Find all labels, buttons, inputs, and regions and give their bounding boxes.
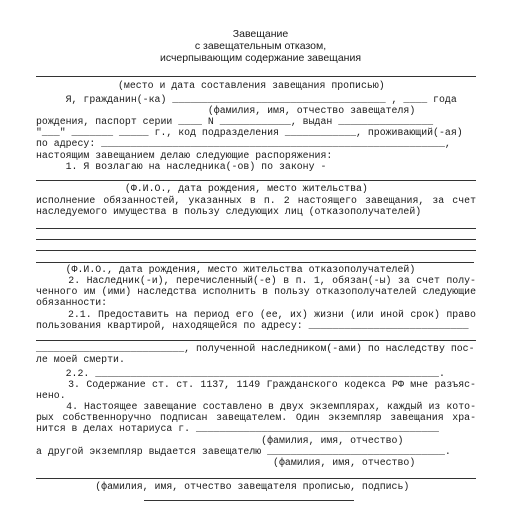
notary-signature-blank[interactable] xyxy=(144,500,354,501)
clause-2-text-a: 2. Наследник(-и), перечисленный(-е) в п. 1, обязан(-ы) за счет полу- xyxy=(36,275,476,286)
testator-copy-line[interactable]: а другой экземпляр выдается завещателю ______________________________. xyxy=(36,446,451,457)
notary-name-caption: (фамилия, имя, отчество) xyxy=(36,435,404,446)
document-title-line-2: с завещательным отказом, xyxy=(194,40,327,52)
place-date-caption: (место и дата составления завещания прописью) xyxy=(118,80,385,91)
clause-2-1-text-c: ле моей смерти. xyxy=(36,354,125,365)
document-title-line-3: исчерпывающим содержание завещания xyxy=(159,52,362,64)
clause-2-2-line[interactable]: 2.2. __________________________________________________________. xyxy=(36,368,445,379)
signature-caption: (фамилия, имя, отчество завещателя прописью, подпись) xyxy=(36,481,410,492)
clause-1-text-a: исполнение обязанностей, указанных в п. 2 настоящего завещания, за счет xyxy=(36,195,476,206)
clause-2-1-text-b: _________________________, полученной наследником(-ами) по наследству пос- xyxy=(36,343,475,354)
clause-4-text-a: 4. Настоящее завещание составлено в двух экземплярах, каждый из кото- xyxy=(36,401,476,412)
legatees-blank-1[interactable] xyxy=(36,228,476,229)
notary-city-line[interactable]: нится в делах нотариуса г. _________________________________________ xyxy=(36,423,439,434)
clause-3-text-b: нено. xyxy=(36,390,66,401)
clause-3-text-a: 3. Содержание ст. ст. 1137, 1149 Гражданского кодекса РФ мне разъяс- xyxy=(36,379,476,390)
heirs-caption: (Ф.И.О., дата рождения, место жительства) xyxy=(36,183,368,194)
issue-date-line[interactable]: "___" _______ _____ г., код подразделения ____________, проживающий(-ая) xyxy=(36,127,463,138)
clause-2-1-text-a: 2.1. Предоставить на период его (ее, их) жизни (или иной срок) право xyxy=(36,309,476,320)
apartment-address-blank[interactable] xyxy=(36,340,476,341)
testator-name-caption: (фамилия, имя, отчество завещателя) xyxy=(36,105,416,116)
passport-line[interactable]: рождения, паспорт серии ____ N ____________, выдан ________________ xyxy=(36,116,434,127)
place-date-blank[interactable] xyxy=(36,76,476,77)
dispositions-intro: настоящим завещанием делаю следующие распоряжения: xyxy=(36,150,333,161)
address-line[interactable]: по адресу: __________________________________________________________, xyxy=(36,138,451,149)
legatees-blank-2[interactable] xyxy=(36,239,476,240)
legatees-blank-4[interactable] xyxy=(36,262,474,263)
clause-2-text-c: обязанности: xyxy=(36,297,108,308)
clause-4-text-b: рых собственноручно подписан завещателем. Один экземпляр завещания хра- xyxy=(36,412,476,423)
clause-1-text-b: наследуемого имущества в пользу следующих лиц (отказополучателей) xyxy=(36,206,422,217)
document-title-line-1: Завещание xyxy=(232,28,289,40)
legatees-blank-3[interactable] xyxy=(36,250,476,251)
clause-2-text-b: ченного им (ими) наследства исполнить в пользу отказополучателей следующие xyxy=(36,286,476,297)
legatees-caption: (Ф.И.О., дата рождения, место жительства отказополучателей) xyxy=(36,264,416,275)
heirs-blank[interactable] xyxy=(36,180,476,181)
clause-2-1-address-line[interactable]: пользования квартирой, находящейся по адресу: ___________________________ xyxy=(36,320,469,331)
clause-1-heirs: 1. Я возлагаю на наследника(-ов) по закону - xyxy=(36,161,327,172)
signature-blank[interactable] xyxy=(36,478,476,479)
testator-copy-caption: (фамилия, имя, отчество) xyxy=(36,457,416,468)
testator-name-line[interactable]: Я, гражданин(-ка) ____________________________________ , ____ года xyxy=(36,94,457,105)
